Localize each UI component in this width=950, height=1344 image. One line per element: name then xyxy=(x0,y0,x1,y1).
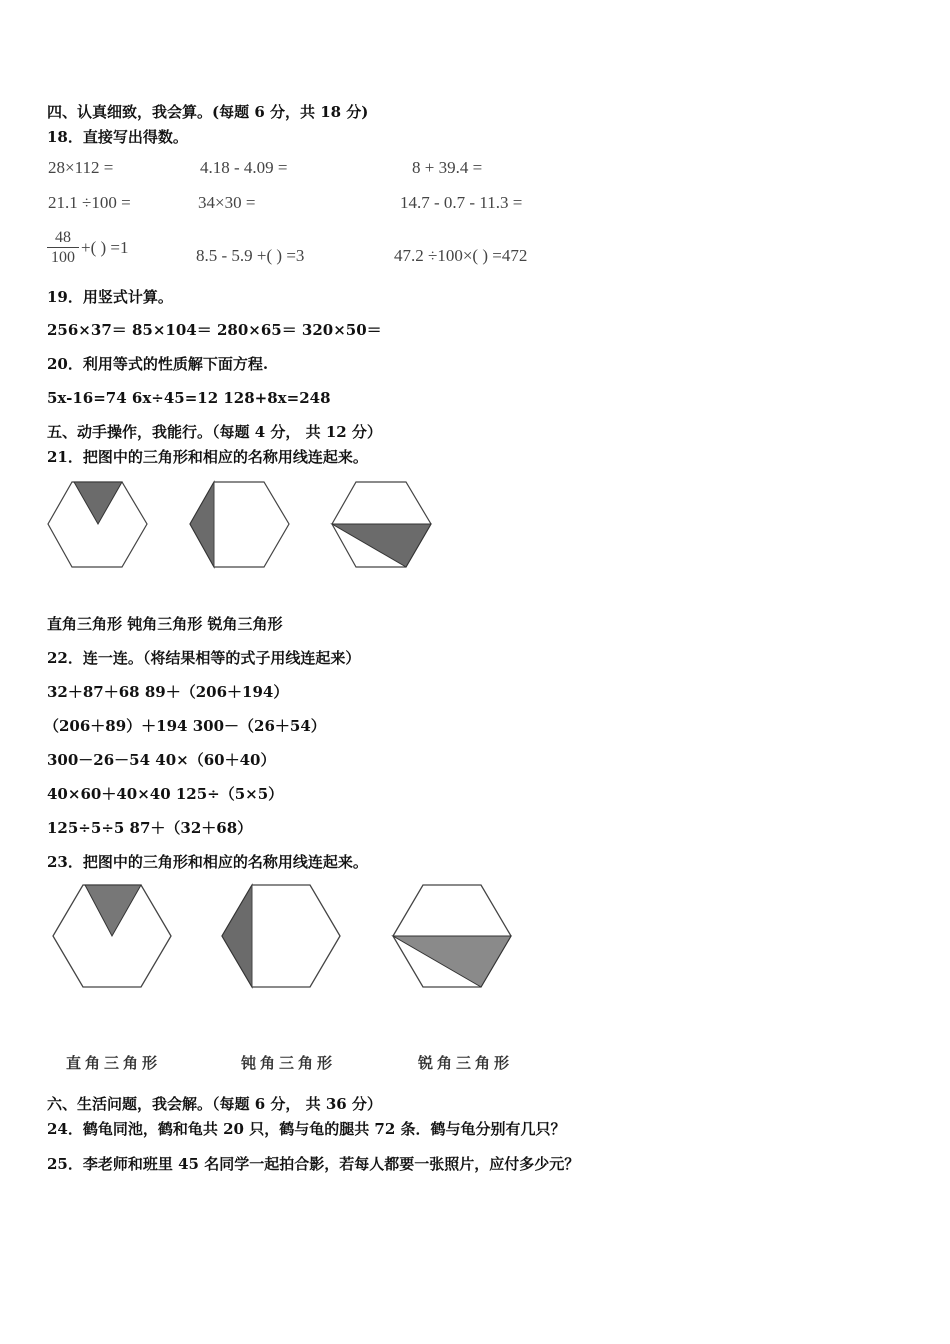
fraction-numerator: 48 xyxy=(47,228,79,248)
q20-title: 20．利用等式的性质解下面方程. xyxy=(47,355,269,373)
q23-label-obtuse: 钝角三角形 xyxy=(241,1054,337,1072)
q21-hexagon-acute-triangle xyxy=(328,476,438,572)
q21-labels: 直角三角形 钝角三角形 锐角三角形 xyxy=(47,615,283,633)
q19-problems: 256×37＝ 85×104＝ 280×65＝ 320×50＝ xyxy=(47,321,382,339)
q21-hexagon-right-triangle xyxy=(44,476,154,572)
q18-r2-c3: 14.7 - 0.7 - 11.3 = xyxy=(400,193,523,212)
q22-row-5: 125÷5÷5 87＋（32＋68） xyxy=(47,819,253,837)
fraction-48-100 xyxy=(47,228,79,268)
q24-text: 24．鹤龟同池，鹤和龟共 20 只，鹤与龟的腿共 72 条．鹤与龟分别有几只？ xyxy=(47,1120,566,1138)
q18-r2-c1: 21.1 ÷100 = xyxy=(48,193,131,212)
q18-r2-c2: 34×30 = xyxy=(198,193,256,212)
q22-title: 22．连一连。（将结果相等的式子用线连起来） xyxy=(47,649,361,667)
q22-row-2: （206＋89）＋194 300－（26＋54） xyxy=(44,717,326,735)
section-5-heading: 五、动手操作，我能行。（每题 4 分， 共 12 分） xyxy=(47,423,382,441)
q18-r1-c1: 28×112 = xyxy=(48,158,114,177)
q18-r3-c2: 8.5 - 5.9 +( ) =3 xyxy=(196,246,305,265)
q19-title: 19．用竖式计算。 xyxy=(47,288,173,306)
fraction-denominator: 100 xyxy=(51,249,75,266)
q23-title: 23．把图中的三角形和相应的名称用线连起来。 xyxy=(47,853,368,871)
section-4-heading: 四、认真细致，我会算。(每题 6 分，共 18 分) xyxy=(47,103,369,121)
q21-title: 21．把图中的三角形和相应的名称用线连起来。 xyxy=(47,448,368,466)
q22-row-3: 300－26－54 40×（60＋40） xyxy=(47,751,276,769)
section-6-heading: 六、生活问题，我会解。（每题 6 分， 共 36 分） xyxy=(47,1095,382,1113)
q18-r1-c2: 4.18 - 4.09 = xyxy=(200,158,288,177)
q22-row-4: 40×60＋40×40 125÷（5×5） xyxy=(47,785,284,803)
q23-label-right: 直角三角形 xyxy=(66,1054,162,1072)
q23-hexagon-obtuse-triangle xyxy=(218,880,344,992)
q18-r3-c1: +( ) =1 xyxy=(81,238,129,257)
q23-hexagon-right-triangle xyxy=(49,880,175,992)
q18-r3-c3: 47.2 ÷100×( ) =472 xyxy=(394,246,528,265)
q18-title: 18．直接写出得数。 xyxy=(47,128,188,146)
q25-text: 25．李老师和班里 45 名同学一起拍合影，若每人都要一张照片，应付多少元？ xyxy=(47,1155,580,1173)
q22-row-1: 32＋87＋68 89＋（206＋194） xyxy=(47,683,289,701)
q23-label-acute: 锐角三角形 xyxy=(418,1054,514,1072)
q20-problems: 5x-16=74 6x÷45=12 128+8x=248 xyxy=(47,389,331,407)
q21-hexagon-obtuse-triangle xyxy=(186,476,296,572)
q18-r1-c3: 8 + 39.4 = xyxy=(412,158,483,177)
q23-hexagon-acute-triangle xyxy=(389,880,515,992)
